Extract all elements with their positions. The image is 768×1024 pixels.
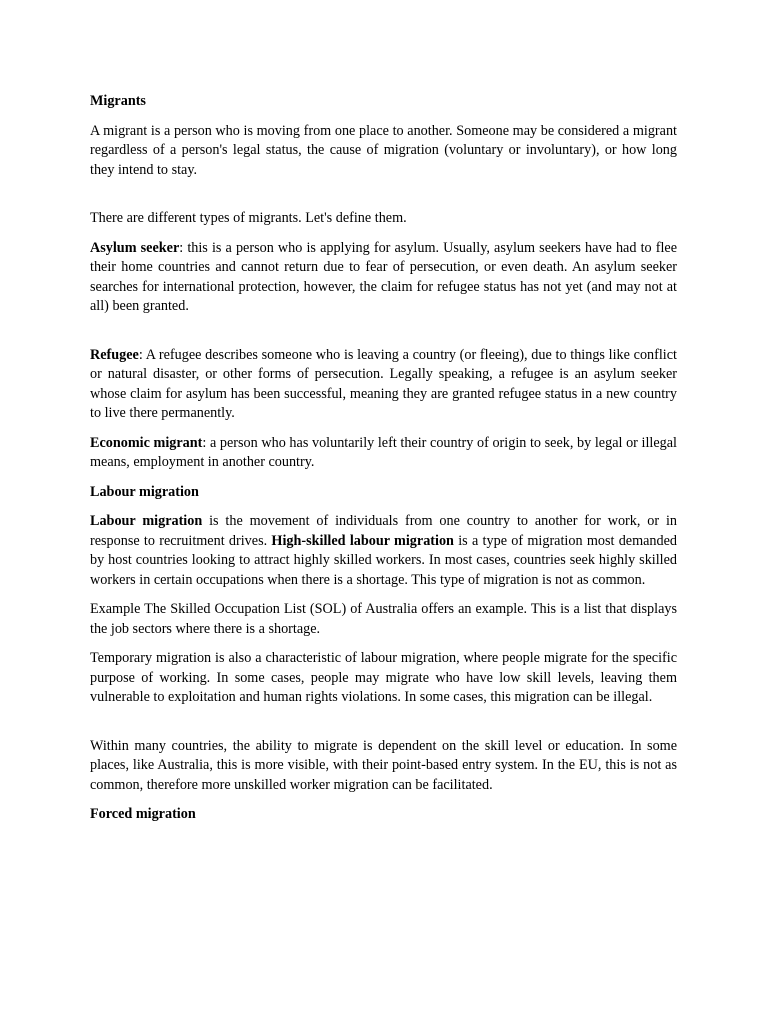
- paragraph-asylum-seeker: [90, 239, 677, 317]
- blank-line: [90, 327, 677, 346]
- paragraph-temporary-migration: Temporary migration is also a characteristic of labour migration, where people migrate for the specific purpose of working. In some cases, people may migrate who have low skill levels, leaving them vulnerable to exploitation and human rights violations. In some cases, this migration can be illegal.: [90, 650, 677, 705]
- paragraph-types-intro: There are different types of migrants. Let's define them.: [90, 210, 407, 226]
- heading-forced-migration: Forced migration: [90, 806, 196, 822]
- paragraph-refugee: [90, 346, 677, 424]
- paragraph-economic-migrant: [90, 434, 677, 473]
- term-economic-migrant: Economic migrant: [90, 434, 203, 451]
- paragraph-skill-level: Within many countries, the ability to migrate is dependent on the skill level or education. In some places, like Australia, this is more visible, with their point-based entry system. In the EU, this is not as common, therefore more unskilled worker migration can be facilitated.: [90, 737, 677, 793]
- term-labour-migration: Labour migration: [90, 513, 203, 529]
- heading-labour-migration: Labour migration: [90, 483, 199, 500]
- paragraph-migrant-definition: A migrant is a person who is moving from one place to another. Someone may be considered a migrant regardless of a person's legal status, the cause of migration (voluntary or involuntary), or how long they intend to stay.: [90, 122, 677, 178]
- term-high-skilled-labour-migration: High-skilled labour migration: [271, 532, 454, 549]
- paragraph-labour-migration: [90, 512, 677, 590]
- blank-line: [90, 190, 677, 209]
- paragraph-example-sol: Example The Skilled Occupation List (SOL) of Australia offers an example. This is a list that displays the job sectors where there is a shortage.: [90, 601, 677, 637]
- term-asylum-seeker: Asylum seeker: [90, 239, 180, 256]
- heading-migrants: Migrants: [90, 93, 146, 109]
- text-economic-migrant: : a person who has voluntarily left their country of origin to seek, by legal or illegal means, employment in another country.: [90, 434, 677, 470]
- blank-line: [90, 718, 677, 737]
- text-labour-migration-1: is the movement of individuals from one country to another for work, or in response to recruitment drives.: [90, 513, 677, 549]
- document-page: [90, 92, 677, 835]
- text-asylum-seeker: : this is a person who is applying for asylum. Usually, asylum seekers have had to flee their home countries and cannot return due to fear of persecution, or even death. An asylum seeker searches for international protection, however, the claim for refugee status has not yet (and may not at all) been granted.: [90, 239, 677, 314]
- term-refugee: Refugee: [90, 346, 139, 363]
- text-refugee: : A refugee describes someone who is leaving a country (or fleeing), due to things like conflict or natural disaster, or other forms of persecution. Legally speaking, a refugee is an asylum seeker whose claim for asylum has been successful, meaning they are granted refugee status in a new country to live there permanently.: [90, 346, 677, 421]
- text-labour-migration-2: is a type of migration most demanded by host countries looking to attract highly skilled workers. In most cases, countries seek highly skilled workers in certain occupations when there is a shortage. This type of migration is not as common.: [90, 532, 677, 588]
